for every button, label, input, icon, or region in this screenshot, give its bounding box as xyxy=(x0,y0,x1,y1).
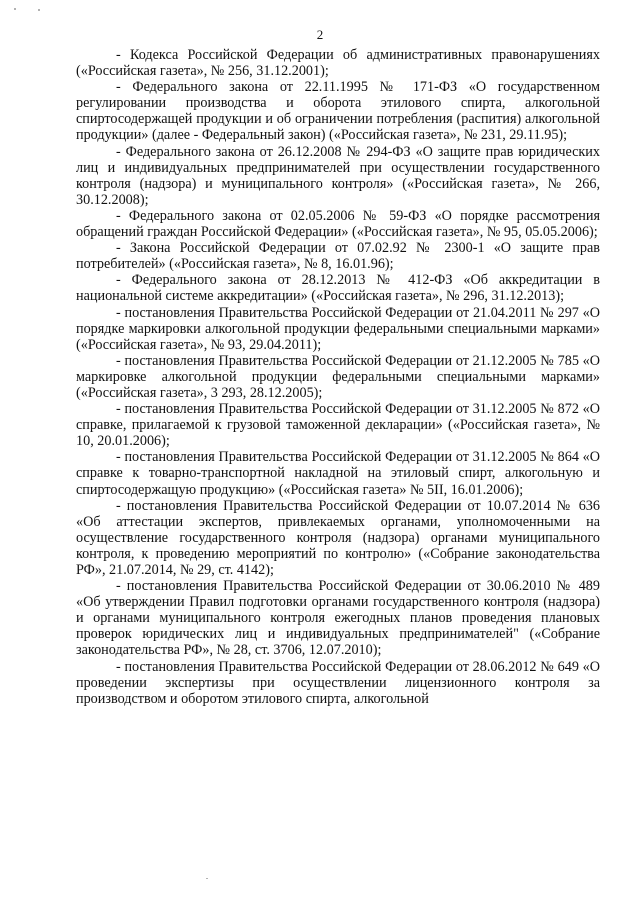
list-item: - постановления Правительства Российской Федерации от 31.12.2005 № 864 «О справке к товарно-транспортной накладной на этиловый спирт, алкогольную и спиртосодержащую продукцию» («Российская газета» № 5II, 16.01.2006); xyxy=(76,449,600,498)
list-item: - постановления Правительства Российской Федерации от 10.07.2014 № 636 «Об аттестации экспертов, привлекаемых органами, уполномоченными на осуществление государственного контроля (надзора) органами муниципального контроля, к проведению мероприятий по контролю» («Собрание законодательства РФ», 21.07.2014, № 29, ст. 4142); xyxy=(76,497,600,578)
list-item: - Федерального закона от 22.11.1995 № 171-ФЗ «О государственном регулировании производства и оборота этилового спирта, алкогольной спиртосодержащей продукции и об ограничении потребления (распития) алкогольной продукции» (далее - Федеральный закон) («Российская газета», № 231, 29.11.95); xyxy=(76,79,600,144)
list-item: - постановления Правительства Российской Федерации от 21.04.2011 № 297 «О порядке маркировки алкогольной продукции федеральными специальными марками» («Российская газета», № 93, 29.04.2011); xyxy=(76,304,600,353)
list-item: - Федерального закона от 02.05.2006 № 59-ФЗ «О порядке рассмотрения обращений граждан Российской Федерации» («Российская газета», № 95, 05.05.2006); xyxy=(76,207,600,241)
page-number: 2 xyxy=(316,27,324,42)
document-body xyxy=(76,47,600,707)
scan-speck-top-left xyxy=(14,8,16,10)
list-item: - постановления Правительства Российской Федерации от 28.06.2012 № 649 «О проведении экспертизы при осуществлении лицензионного контроля за производством и оборотом этилового спирта, алкогольной xyxy=(76,658,600,707)
list-item: - Федерального закона от 28.12.2013 № 412-ФЗ «Об аккредитации в национальной системе аккредитации» («Российская газета», № 296, 31.12.2013); xyxy=(76,272,600,305)
list-item: - постановления Правительства Российской Федерации от 31.12.2005 № 872 «О справке, прилагаемой к грузовой таможенной декларации» («Российская газета», № 10, 20.01.2006); xyxy=(76,401,600,450)
list-item: - Федерального закона от 26.12.2008 № 294-ФЗ «О защите прав юридических лиц и индивидуальных предпринимателей при осуществлении государственного контроля (надзора) и муниципального контроля» («Российская газета», № 266, 30.12.2008); xyxy=(76,143,600,208)
scan-speck-top-left-2 xyxy=(38,9,40,11)
list-item: - Кодекса Российской Федерации об административных правонарушениях («Российская газета», № 256, 31.12.2001); xyxy=(76,47,600,80)
scan-speck-bottom xyxy=(206,878,208,879)
list-item: - Закона Российской Федерации от 07.02.92 № 2300-1 «О защите прав потребителей» («Российская газета», № 8, 16.01.96); xyxy=(76,240,600,273)
list-item: - постановления Правительства Российской Федерации от 21.12.2005 № 785 «О маркировке алкогольной продукции федеральными специальными марками» («Российская газета», 3 293, 28.12.2005); xyxy=(76,352,600,401)
list-item: - постановления Правительства Российской Федерации от 30.06.2010 № 489 «Об утверждении Правил подготовки органами государственного контроля (надзора) и органами муниципального контроля ежегодных планов проведения плановых проверок юридических лиц и индивидуальных предпринимателей" («Собрание законодательства РФ», № 28, ст. 3706, 12.07.2010); xyxy=(76,578,600,659)
